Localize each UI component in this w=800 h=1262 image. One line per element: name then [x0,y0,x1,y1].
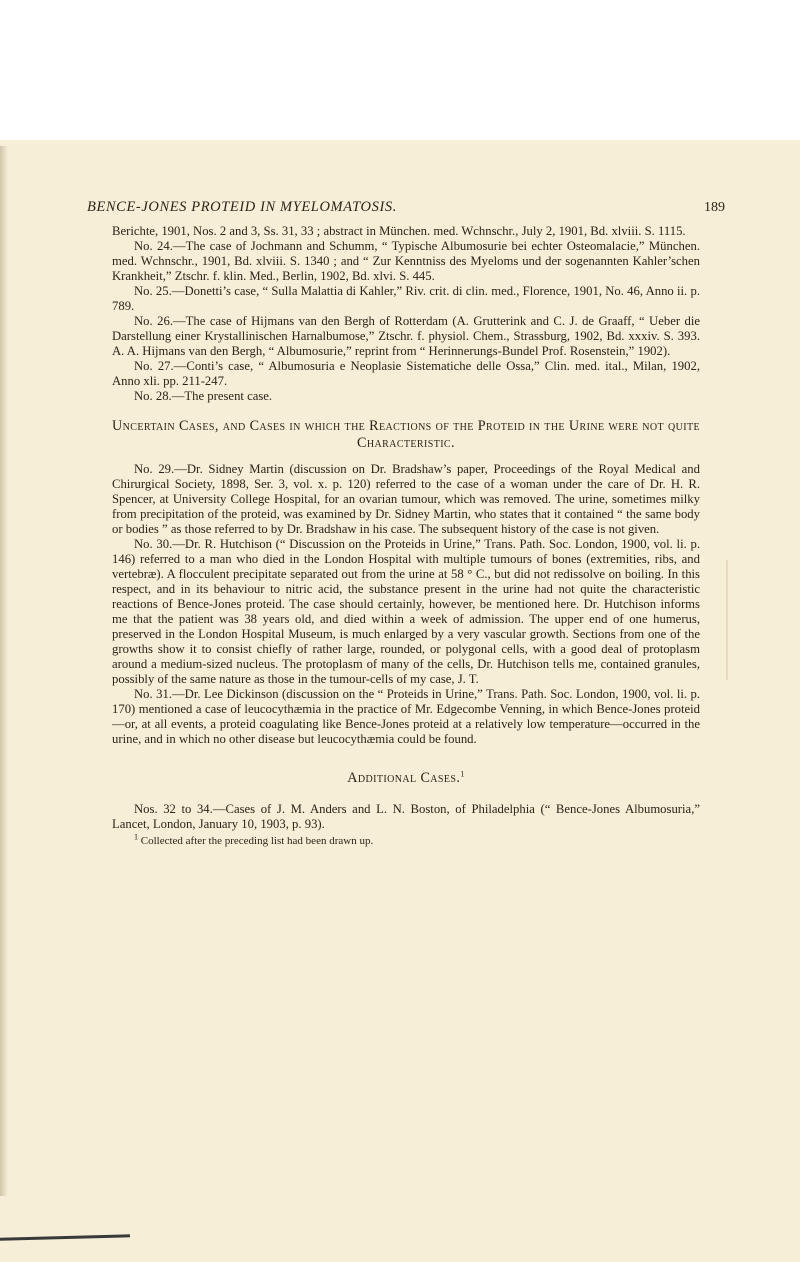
page-number: 189 [704,200,725,215]
footnote [112,834,700,849]
footnote-number: 1 [134,832,138,842]
case-27: No. 27.—Conti’s case, “ Albumosuria e Neoplasie Sistematiche delle Ossa,” Clin. med. ital., Milan, 1902, Anno xli. pp. 211-247. [112,359,700,388]
section-heading-additional-text: Additional Cases. [347,770,461,786]
page-edge-shadow [0,146,8,1196]
case-25: No. 25.—Donetti’s case, “ Sulla Malattia di Kahler,” Riv. crit. di clin. med., Florence, 1901, No. 46, Anno ii. p. 789. [112,284,700,313]
case-31: No. 31.—Dr. Lee Dickinson (discussion on the “ Proteids in Urine,” Trans. Path. Soc. London, 1900, vol. li. p. 170) mentioned a case of leucocythæmia in the practice of Mr. Edgecombe Venning, in which Bence-Jones proteid—or, at all events, a proteid coagulating like Bence-Jones proteid at a relatively low temperature—occurred in the urine, and in which no other disease but leucocythæmia could be found. [112,687,700,746]
margin-stain [726,560,728,680]
footnote-marker: 1 [460,769,465,779]
case-24: No. 24.—The case of Jochmann and Schumm, “ Typische Albumosurie bei echter Osteomalacie,” München. med. Wchnschr., 1901, Bd. xlviii. S. 1340 ; and “ Zur Kenntniss des Myeloms und der sogenannten Kahler’schen Krankheit,” Ztschr. f. klin. Med., Berlin, 1902, Bd. xlvi. S. 445. [112,239,700,283]
section-heading-additional-cases [112,771,700,786]
scan-background [0,0,800,141]
case-30: No. 30.—Dr. R. Hutchison (“ Discussion on the Proteids in Urine,” Trans. Path. Soc. London, 1900, vol. li. p. 146) referred to a man who died in the London Hospital with multiple tumours of bones (extremities, ribs, and vertebræ). A flocculent precipitate separated out from the urine at 58 ° C., but did not redissolve on boiling. In this respect, and in its behaviour to nitric acid, the substance present in the urine had not quite the characteristic reactions of Bence-Jones proteid. The case should certainly, however, be mentioned here. Dr. Hutchison informs me that the patient was 38 years old, and died within a week of admission. The upper end of one humerus, preserved in the London Hospital Museum, is much enlarged by a very vascular growth. Sections from one of the growths show it to consist chiefly of rather large, rounded, or polygonal cells, with a good deal of protoplasm around a medium-sized nucleus. The protoplasm of many of the cells, Dr. Hutchison tells me, contained granules, possibly of the same nature as those in the tumour-cells of my case, J. T. [112,537,700,686]
case-26: No. 26.—The case of Hijmans van den Bergh of Rotterdam (A. Grutterink and C. J. de Graaff, “ Ueber die Darstellung einer Krystallinischen Harnalbumose,” Ztschr. f. physiol. Chem., Strassburg, 1902, Bd. xxxiv. S. 393. A. A. Hijmans van den Bergh, “ Albumosurie,” reprint from “ Herinnerungs-Bundel Prof. Rosenstein,” 1902). [112,314,700,358]
cases-32-34: Nos. 32 to 34.—Cases of J. M. Anders and L. N. Boston, of Philadelphia (“ Bence-Jones Albumosuria,” Lancet, London, January 10, 1903, p. 93). [112,802,700,831]
running-head [87,200,725,224]
case-29: No. 29.—Dr. Sidney Martin (discussion on Dr. Bradshaw’s paper, Proceedings of the Royal Medical and Chirurgical Society, 1898, Ser. 3, vol. x. p. 120) referred to the case of a woman under the care of Dr. H. R. Spencer, at University College Hospital, for an ovarian tumour, which was removed. The urine, sometimes milky from precipitation of the proteid, was examined by Dr. Sidney Martin, who states that it contained “ the same body or bodies ” as those referred to by Dr. Bradshaw in his case. The subsequent history of the case is not given. [112,462,700,536]
reference-paragraph: Berichte, 1901, Nos. 2 and 3, Ss. 31, 33 ; abstract in München. med. Wchnschr., July 2, 1901, Bd. xlviii. S. 1115. [112,224,686,238]
running-head-title: BENCE-JONES PROTEID IN MYELOMATOSIS. [87,199,397,215]
footnote-text: Collected after the preceding list had been drawn up. [140,835,374,847]
section-heading-uncertain-cases: Uncertain Cases, and Cases in which the Reactions of the Proteid in the Urine were not quite Characteristic. [112,418,700,451]
case-28: No. 28.—The present case. [134,389,273,403]
page-content [87,199,725,849]
